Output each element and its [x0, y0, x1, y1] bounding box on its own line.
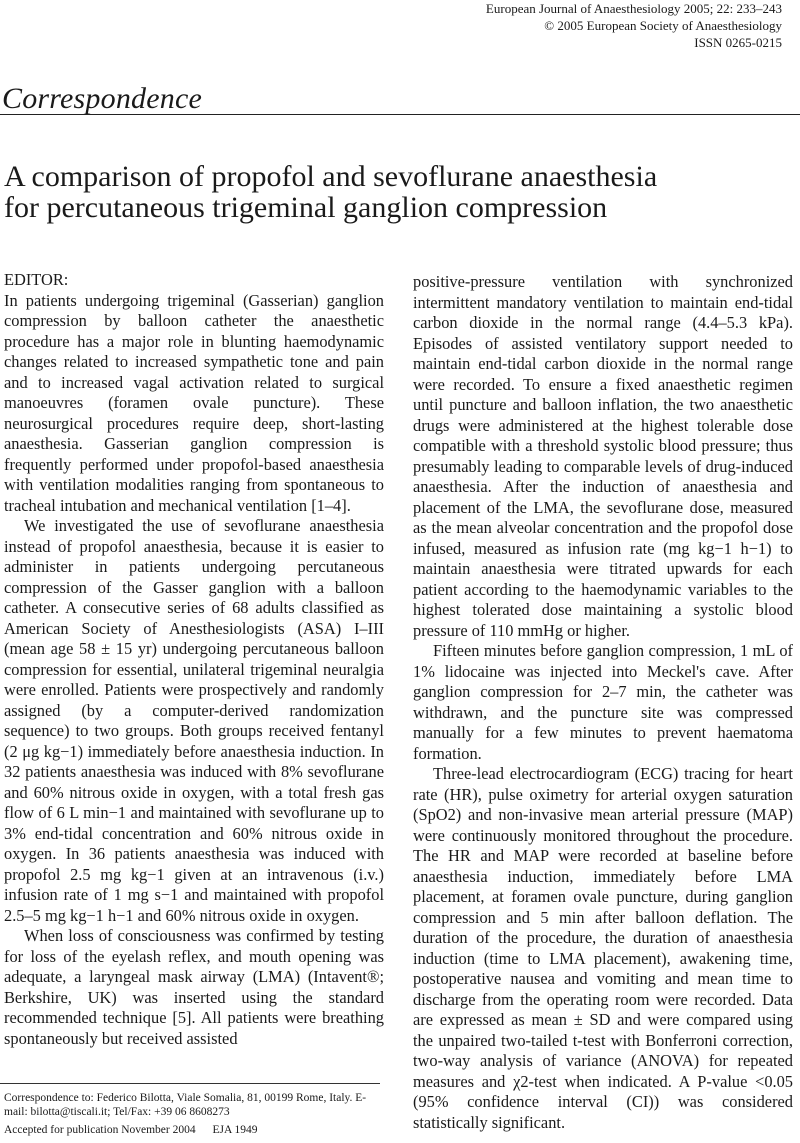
correspondence-footnote: Correspondence to: Federico Bilotta, Viale Somalia, 81, 00199 Rome, Italy. E-mail: bilotta@tiscali.it; Tel/Fax: +39 06 8608273 — [4, 1092, 367, 1118]
copyright-line: © 2005 European Society of Anaesthesiology — [544, 18, 782, 33]
article-title — [4, 161, 784, 223]
journal-citation: European Journal of Anaesthesiology 2005; 22: 233–243 — [485, 1, 782, 16]
article-title-line-1: A comparison of propofol and sevoflurane anaesthesia — [4, 160, 658, 193]
paragraph: We investigated the use of sevoflurane anaesthesia instead of propofol anaesthesia, because it is easier to administer in patients undergoing percutaneous compression of the Gasser ganglion with a balloon catheter. A consecutive series of 68 adults classified as American Society of Anesthesiologists (ASA) I–III (mean age 58 ± 15 yr) undergoing percutaneous balloon compression for essential, unilateral trigeminal neuralgia were enrolled. Patients were prospectively and randomly assigned (by a computer-derived randomization sequence) to two groups. Both groups received fentanyl (2 μg kg−1) immediately before anaesthesia induction. In 32 patients anaesthesia was induced with 8% sevoflurane and 60% nitrous oxide in oxygen, with a total fresh gas flow of 6 L min−1 and maintained with sevoflurane up to 3% end-tidal concentration and 60% nitrous oxide in oxygen. In 36 patients anaesthesia was induced with propofol 2.5 mg kg−1 given at an intravenous (i.v.) infusion rate of 1 mg s−1 and maintained with propofol 2.5–5 mg kg−1 h−1 and 60% nitrous oxide in oxygen. — [4, 516, 384, 925]
article-title-line-2: for percutaneous trigeminal ganglion compression — [4, 191, 608, 224]
journal-header — [486, 0, 782, 51]
article-code: EJA 1949 — [212, 1124, 258, 1136]
footnote-divider — [0, 1083, 380, 1084]
paragraph: Three-lead electrocardiogram (ECG) tracing for heart rate (HR), pulse oximetry for arterial oxygen saturation (SpO2) and non-invasive mean arterial pressure (MAP) were continuously monitored throughout the procedure. The HR and MAP were recorded at baseline before anaesthesia induction, immediately before LMA placement, at foramen ovale puncture, during ganglion compression and 5 min after balloon deflation. The duration of the procedure, the duration of anaesthesia induction (time to LMA placement), awakening time, postoperative nausea and vomiting and mean time to discharge from the operating room were recorded. Data are expressed as mean ± SD and were compared using the unpaired two-tailed t-test with Bonferroni correction, two-way analysis of variance (ANOVA) for repeated measures and χ2-test when indicated. A P-value <0.05 (95% confidence interval (CI)) was considered statistically significant. — [413, 764, 793, 1132]
paragraph: When loss of consciousness was confirmed by testing for loss of the eyelash reflex, and mouth opening was adequate, a laryngeal mask airway (LMA) (Intavent®; Berkshire, UK) was inserted using the standard recommended technique [5]. All patients were breathing spontaneously but received assisted — [4, 926, 384, 1048]
issn-line: ISSN 0265-0215 — [694, 35, 782, 50]
section-title: Correspondence — [2, 82, 202, 115]
paragraph: positive-pressure ventilation with synchronized intermittent mandatory ventilation to maintain end-tidal carbon dioxide in the normal range (4.4–5.3 kPa). Episodes of assisted ventilatory support needed to maintain end-tidal carbon dioxide in the normal range were recorded. To ensure a fixed anaesthetic regimen until puncture and balloon inflation, the two anaesthetic drugs were administered at the highest tolerable dose compatible with a threshold systolic blood pressure; thus presumably leading to comparable levels of drug-induced anaesthesia. After the induction of anaesthesia and placement of the LMA, the sevoflurane dose, measured as the mean alveolar concentration and the propofol dose infused, measured as infusion rate (mg kg−1 h−1) to maintain anaesthesia were titrated upwards for each patient according to the haemodynamic variables to the highest tolerated dose maintaining a systolic blood pressure of 110 mmHg or higher. — [413, 272, 793, 640]
right-column — [413, 272, 793, 1133]
salutation: EDITOR: — [4, 270, 69, 289]
left-column — [4, 270, 384, 1049]
section-divider — [0, 114, 800, 115]
accepted-date: Accepted for publication November 2004 — [4, 1124, 196, 1136]
paragraph: In patients undergoing trigeminal (Gasserian) ganglion compression by balloon catheter the anaesthetic procedure has a major role in blunting haemodynamic changes related to increased sympathetic tone and pain and to increased vagal activation related to surgical manoeuvres (foramen ovale puncture). These neurosurgical procedures require deep, short-lasting anaesthesia. Gasserian ganglion compression is frequently performed under propofol-based anaesthesia with ventilation modalities ranging from spontaneous to tracheal intubation and mechanical ventilation [1–4]. — [4, 290, 384, 515]
paragraph: Fifteen minutes before ganglion compression, 1 mL of 1% lidocaine was injected into Meckel's cave. After ganglion compression for 2–7 min, the catheter was withdrawn, and the puncture site was compressed manually for a few minutes to prevent haematoma formation. — [413, 641, 793, 763]
acceptance-line — [4, 1124, 272, 1136]
